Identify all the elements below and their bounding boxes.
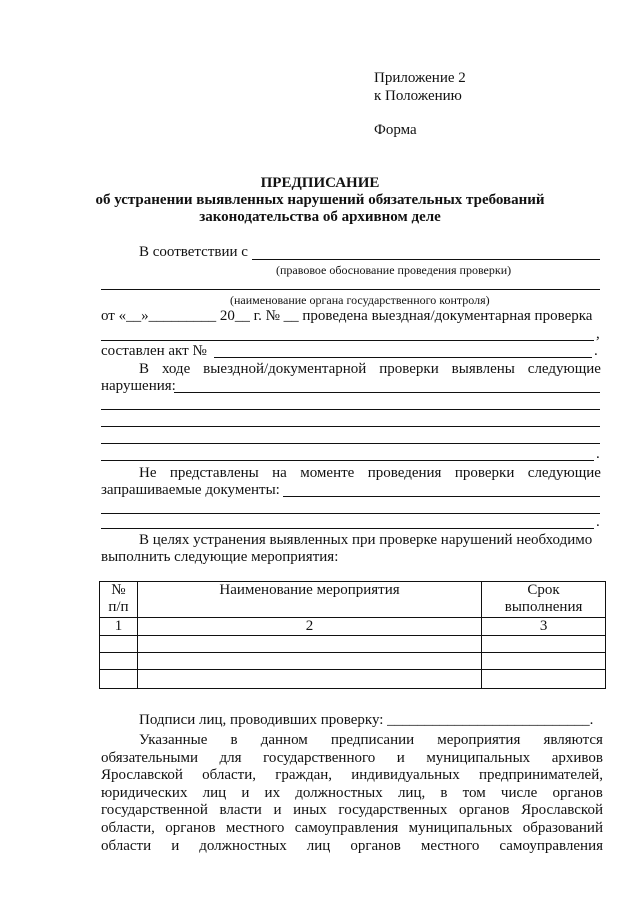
table-header-name: Наименование мероприятия <box>137 582 481 618</box>
accordance-label: В соответствии с <box>139 244 248 260</box>
paragraph-word: и <box>273 802 282 819</box>
paragraph-word: данном <box>260 732 308 748</box>
legal-basis-caption: (правовое обоснование проведения проверки) <box>276 263 512 277</box>
paragraph-word: должностных <box>295 784 383 801</box>
paragraph-word: и <box>171 837 180 854</box>
paragraph-word: местного <box>225 820 285 836</box>
paragraph-word: юридических <box>101 784 188 801</box>
annex-number: Приложение 2 <box>374 70 466 86</box>
paragraph-word: власти <box>219 802 262 819</box>
paragraph-word: должностных <box>199 837 287 854</box>
paragraph-word: числе <box>500 784 538 801</box>
table-row <box>100 636 606 653</box>
paragraph-word: лиц <box>202 784 227 801</box>
table-header-number: № п/п <box>100 582 138 618</box>
table-index-cell: 1 <box>100 618 138 636</box>
violations-word: ходе <box>161 361 191 377</box>
paragraph-word: являются <box>543 732 603 748</box>
table-cell[interactable] <box>482 636 606 653</box>
paragraph-word: предписании <box>330 732 415 748</box>
paragraph-word: муниципальных <box>408 820 513 836</box>
documents-word: проведения <box>367 465 442 481</box>
paragraph-line <box>101 750 603 767</box>
table-cell[interactable] <box>100 653 138 670</box>
annex-regulation: к Положению <box>374 88 462 104</box>
authority-caption: (наименование органа государственного контроля) <box>230 293 490 307</box>
inspection-date-line: от «__»_________ 20__ г. № __ проведена выездная/документарная проверка <box>101 308 593 324</box>
paragraph-word: области, <box>101 820 155 836</box>
act-label: составлен акт № <box>101 343 207 359</box>
paragraph-word: обязательными <box>101 749 199 766</box>
act-number-line[interactable] <box>214 357 592 358</box>
paragraph-line <box>101 838 603 855</box>
paragraph-word: самоуправления <box>294 820 399 836</box>
table-header-row <box>100 582 606 618</box>
violations-line-1[interactable] <box>174 392 600 393</box>
paragraph-line <box>101 820 603 837</box>
inspection-result-line[interactable] <box>101 340 594 341</box>
documents-line-2[interactable] <box>101 513 600 514</box>
paragraph-line <box>101 767 603 784</box>
paragraph-word: области, <box>202 767 257 784</box>
measures-table <box>99 581 606 689</box>
violations-line-2[interactable] <box>101 409 600 410</box>
paragraph-line <box>139 732 603 749</box>
document-subtitle-line2: законодательства об архивном деле <box>199 209 441 225</box>
paragraph-word: муниципальных <box>426 749 531 766</box>
documents-word: Не <box>139 465 157 481</box>
document-subtitle-line1: об устранении выявленных нарушений обязательных требований <box>95 192 545 208</box>
documents-label: запрашиваемые документы: <box>101 482 280 498</box>
violations-intro <box>139 361 601 378</box>
paragraph-word: государственной <box>101 802 208 819</box>
paragraph-word: иных <box>293 802 327 819</box>
paragraph-line <box>101 802 603 819</box>
documents-word: представлены <box>169 465 259 481</box>
paragraph-word: органов <box>165 820 216 836</box>
table-cell[interactable] <box>100 636 138 653</box>
documents-end-mark: . <box>596 514 600 530</box>
paragraph-word: органов <box>552 784 603 801</box>
paragraph-word: государственного <box>263 749 376 766</box>
paragraph-word: граждан, <box>275 767 333 784</box>
violations-word: выездной/документарной <box>203 361 367 377</box>
violations-label: нарушения: <box>101 378 176 394</box>
paragraph-word: в <box>440 784 448 801</box>
paragraph-word: и <box>241 784 250 801</box>
violations-word: В <box>139 361 150 377</box>
table-cell[interactable] <box>137 636 481 653</box>
paragraph-word: образований <box>522 820 603 836</box>
paragraph-word: местного <box>420 837 480 854</box>
table-index-row <box>100 618 606 636</box>
paragraph-line <box>101 785 603 802</box>
violations-end-mark: . <box>596 446 600 462</box>
paragraph-word: Ярославской <box>101 767 183 784</box>
table-index-cell: 3 <box>482 618 606 636</box>
table-cell[interactable] <box>482 653 606 670</box>
paragraph-word: архивов <box>551 749 603 766</box>
table-header-term: Срок выполнения <box>482 582 606 618</box>
paragraph-word: для <box>219 749 242 766</box>
period-mark: . <box>594 343 598 359</box>
paragraph-word: предпринимателей, <box>478 767 603 784</box>
comma-mark: , <box>596 326 600 342</box>
paragraph-word: в <box>230 732 238 748</box>
paragraph-word: лиц <box>306 837 331 854</box>
documents-intro <box>139 465 601 482</box>
violations-line-3[interactable] <box>101 426 600 427</box>
violations-word: выявлены <box>451 361 515 377</box>
table-cell[interactable] <box>100 670 138 689</box>
paragraph-word: Указанные <box>139 732 208 748</box>
paragraph-word: и <box>396 749 405 766</box>
table-row <box>100 653 606 670</box>
authority-line[interactable] <box>101 289 600 290</box>
document-title: ПРЕДПИСАНИЕ <box>260 175 380 191</box>
documents-word: проверки <box>454 465 515 481</box>
paragraph-word: государственных <box>338 802 448 819</box>
form-label: Форма <box>374 122 417 138</box>
violations-line-4[interactable] <box>101 443 600 444</box>
paragraph-word: мероприятия <box>437 732 521 748</box>
paragraph-word: Ярославской <box>521 802 603 819</box>
documents-line-3[interactable] <box>101 528 594 529</box>
violations-word: следующие <box>527 361 601 377</box>
documents-word: моменте <box>300 465 355 481</box>
paragraph-word: том <box>462 784 486 801</box>
measures-text-line2: выполнить следующие мероприятия: <box>101 549 339 565</box>
documents-line-1[interactable] <box>283 496 600 497</box>
table-cell[interactable] <box>137 670 481 689</box>
legal-basis-line[interactable] <box>252 259 600 260</box>
measures-text-line1: В целях устранения выявленных при проверке нарушений необходимо <box>139 532 593 548</box>
table-cell[interactable] <box>137 653 481 670</box>
paragraph-word: области <box>101 837 152 854</box>
paragraph-word: органов <box>459 802 510 819</box>
table-cell[interactable] <box>482 670 606 689</box>
paragraph-word: органов <box>350 837 401 854</box>
documents-word: на <box>272 465 287 481</box>
violations-word: проверки <box>379 361 439 377</box>
paragraph-word: самоуправления <box>499 837 603 854</box>
paragraph-word: индивидуальных <box>351 767 460 784</box>
documents-word: следующие <box>527 465 601 481</box>
table-index-cell: 2 <box>137 618 481 636</box>
violations-line-5[interactable] <box>101 460 594 461</box>
paragraph-word: лиц, <box>397 784 426 801</box>
paragraph-word: их <box>264 784 281 801</box>
signatures-line: Подписи лиц, проводивших проверку: ___________________________. <box>139 712 594 728</box>
table-row <box>100 670 606 689</box>
